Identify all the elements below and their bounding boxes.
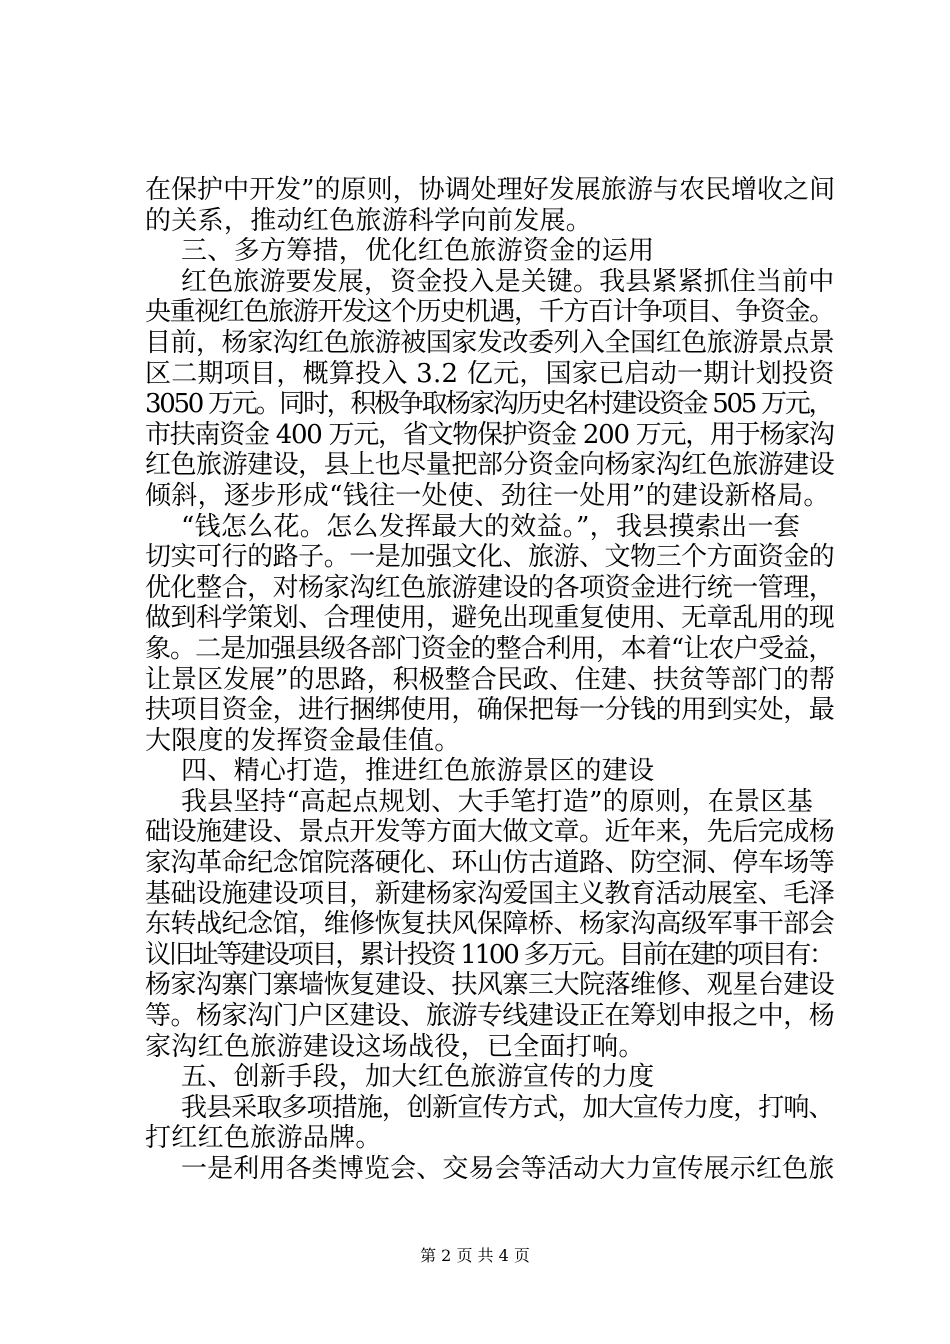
text-line: 打红红色旅游品牌。 [145, 1123, 382, 1154]
text-line: 优化整合，对杨家沟红色旅游建设的各项资金进行统一管理， [145, 572, 835, 603]
text-line: 3050 万元。同时，积极争取杨家沟历史名村建设资金 505 万元， [145, 389, 833, 420]
text-line: 红色旅游建设，县上也尽量把部分资金向杨家沟红色旅游建设 [145, 450, 835, 481]
text-line: 切实可行的路子。一是加强文化、旅游、文物三个方面资金的 [145, 542, 835, 573]
text-line: 杨家沟寨门寨墙恢复建设、扶风寨三大院落维修、观星台建设 [145, 970, 835, 1001]
text-line: 等。杨家沟门户区建设、旅游专线建设正在筹划申报之中，杨 [145, 1001, 835, 1032]
text-line: 象。二是加强县级各部门资金的整合利用，本着“让农户受益， [145, 633, 834, 664]
text-line: 市扶南资金 400 万元，省文物保护资金 200 万元，用于杨家沟 [145, 419, 834, 450]
text-line: 做到科学策划、合理使用，避免出现重复使用、无章乱用的现 [145, 603, 835, 634]
text-line: 让景区发展”的思路，积极整合民政、住建、扶贫等部门的帮 [145, 664, 836, 695]
text-line: 目前，杨家沟红色旅游被国家发改委列入全国红色旅游景点景 [145, 327, 835, 358]
text-line: 的关系，推动红色旅游科学向前发展。 [145, 205, 593, 236]
text-line: 央重视红色旅游开发这个历史机遇，千方百计争项目、争资金。 [145, 297, 834, 328]
text-line: 大限度的发挥资金最佳值。 [145, 725, 461, 756]
text-line: 础设施建设、景点开发等方面大做文章。近年来，先后完成杨 [145, 817, 835, 848]
text-line: 三、多方筹措，优化红色旅游资金的运用 [181, 236, 655, 267]
text-line: 在保护中开发”的原则，协调处理好发展旅游与农民增收之间 [145, 175, 836, 205]
text-line: 我县采取多项措施，创新宣传方式，加大宣传力度，打响、 [181, 1092, 834, 1123]
text-line: 一是利用各类博览会、交易会等活动大力宣传展示红色旅 [181, 1154, 835, 1184]
text-line: 区二期项目，概算投入 3.2 亿元，国家已启动一期计划投资 [145, 358, 835, 389]
document-body [145, 175, 835, 1185]
text-line: 基础设施建设项目，新建杨家沟爱国主义教育活动展室、毛泽 [145, 878, 835, 909]
text-line: 四、精心打造，推进红色旅游景区的建设 [181, 756, 655, 787]
text-line: 我县坚持“高起点规划、大手笔打造”的原则，在景区基 [181, 786, 814, 817]
text-line: 家沟革命纪念馆院落硬化、环山仿古道路、防空洞、停车场等 [145, 848, 835, 879]
text-line: 五、创新手段，加大红色旅游宣传的力度 [181, 1062, 655, 1093]
text-line: “钱怎么花。怎么发挥最大的效益。”，我县摸索出一套 [181, 511, 801, 542]
text-line: 红色旅游要发展，资金投入是关键。我县紧紧抓住当前中 [181, 266, 835, 297]
text-line: 扶项目资金，进行捆绑使用，确保把每一分钱的用到实处，最 [145, 695, 835, 726]
text-line: 议旧址等建设项目，累计投资 1100 多万元。目前在建的项目有： [145, 939, 833, 970]
text-line: 家沟红色旅游建设这场战役，已全面打响。 [145, 1031, 645, 1062]
text-line: 东转战纪念馆，维修恢复扶风保障桥、杨家沟高级军事干部会 [145, 909, 835, 940]
text-line: 倾斜，逐步形成“钱往一处使、劲往一处用”的建设新格局。 [145, 480, 830, 511]
page-footer: 第 2 页 共 4 页 [420, 1246, 530, 1265]
